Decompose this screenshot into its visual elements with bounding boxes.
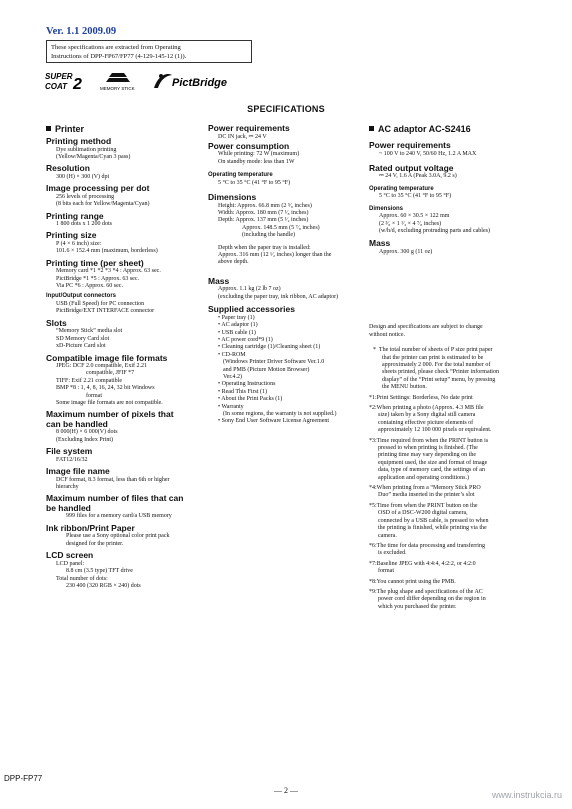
spec-heading: Printing size [46,230,97,241]
footnote: *9:The plug shape and specifications of the AC power cord differ depending on the region in which you purchased the printer. [369,588,486,610]
spec-text: 999 files for a memory card/a USB memory [66,513,172,520]
footnote: *8:You cannot print using the PMB. [369,578,456,585]
spec-heading: Printing method [46,136,112,146]
power-dimensions-column [208,124,366,426]
change-notice: Design and specifications are subject to change without notice. [369,324,483,338]
memory-stick-text: MEMORY STICK [100,86,135,91]
version-label: Ver. 1.1 2009.09 [46,26,117,37]
spec-text: Approx. 1.1 kg (2 lb 7 oz) (excluding the paper tray, ink ribbon, AC adaptor) [218,286,339,300]
spec-heading: Printing range [46,210,104,221]
footnote: *3:Time required from when the PRINT button is pressed to when printing is finished. (The printing time may vary depending on the equipment used, the size and format of image data, type of memory card, the settings of an application and operating conditions.) [369,437,489,481]
list-item: • Read This First (1) [218,388,267,395]
list-item: • Cleaning cartridge (1)/Cleaning sheet (1) [218,344,321,351]
list-item: (In some regions, the warranty is not supplied.) [223,410,337,417]
spec-heading: Slots [46,317,67,328]
footnote: *7:Baseline JPEG with 4:4:4, 4:2:2, or 4:2:0 format [369,560,476,575]
spec-text: Approx. 60 × 30.5 × 122 mm (2 ³⁄₈ × 1 ¹⁄₄ × 4 ⁷⁄₈ inches) (w/h/d, excluding protruding parts and cables) [379,213,490,235]
spec-heading: Dimensions [208,192,257,203]
printer-section-heading: Printer [46,124,202,134]
spec-heading: Resolution [46,163,90,174]
footnote: *5:Time from when the PRINT button on the OSD of a DSC-W200 digital camera, connected by a USB cable, is pressed to when the printing is finished, while printing via the camera. [369,502,489,539]
square-bullet-icon [46,126,51,131]
spec-heading: File system [46,446,93,457]
spec-text: While printing: 72 W (maximum) On standby mode: less than 1W [218,151,300,165]
source-note-box [46,40,252,63]
list-item: • About the Print Packs (1) [218,396,283,403]
spec-heading: Operating temperature [208,172,273,179]
spec-heading: Power requirements [369,140,451,150]
footnote: *4:When printing from a “Memory Stick PRO Duo” media inserted in the printer’s slot [369,485,481,499]
super-coat-text-a: SUPER [45,72,73,81]
spec-text: DCF format, 8.3 format, less than 6th or higher hierarchy [56,476,170,491]
super-coat-number: 2 [73,76,82,92]
list-item: • USB cable (1) [218,329,256,336]
spec-text: DC IN jack, ⎓ 24 V [218,133,267,140]
spec-text: Approx. 300 g (11 oz) [379,248,433,255]
spec-text: 1 800 dots x 1 200 dots [56,221,113,228]
spec-text: 8 000(H) × 6 000(V) dots (Excluding Index Print) [56,429,118,443]
footer-model: DPP-FP77 [4,774,43,783]
spec-heading: Dimensions [369,205,404,212]
spec-heading: Image processing per dot [46,183,150,194]
list-item: • AC power cord*9 (1) [218,336,273,343]
spec-text: USB (Full Speed) for PC connection PictBridge/EXT INTERFACE connector [56,300,155,315]
list-item: • CD-ROM [218,351,246,358]
spec-heading: LCD screen [46,550,94,561]
spec-heading: Mass [208,275,230,286]
accessories-list [208,315,366,426]
square-bullet-icon [369,126,374,131]
spec-text: LCD panel: 8.8 cm (3.5 type) TFT drive Total number of dots: 230 400 (320 RGB × 240) dots [56,560,141,589]
spec-heading: Ink ribbon/Print Paper [46,522,135,533]
spec-text: Dye sublimation printing (Yellow/Magenta/Cyan 3 pass) [56,146,131,160]
source-note-line: These specifications are extracted from Operating [51,44,181,51]
spec-heading: Power requirements [208,123,290,133]
spec-heading: Maximum number of pixels that [46,409,174,420]
footnote: *1:Print Settings: Borderless, No date print [369,394,473,401]
spec-heading: be handled [46,502,91,513]
list-item: • Warranty [218,403,244,410]
list-item: • Paper tray (1) [218,314,255,321]
printer-specs-column [46,124,202,590]
spec-text: FAT12/16/32 [56,456,88,463]
spec-text: “Memory Stick” media slot SD Memory Card slot xD-Picture Card slot [56,328,123,350]
spec-heading: Printing time (per sheet) [46,257,144,268]
spec-heading: Power consumption [208,140,290,151]
footnote: *6:The time for data processing and transferring is excluded. [369,542,485,557]
spec-text: ~ 100 V to 240 V, 50/60 Hz, 1.2 A MAX [379,150,477,157]
spec-heading: Mass [369,238,391,249]
spec-heading: can be handled [46,418,108,429]
list-item: • Sony End User Software License Agreement [218,418,330,425]
memory-stick-logo [98,70,138,92]
spec-text: Please use a Sony optional color print pack designed for the printer. [66,533,170,547]
source-note-line: Instructions of DPP-FP67/FP77 (4-129-145-12 (1)). [51,53,187,60]
spec-heading: Operating temperature [369,185,434,192]
spec-text: Height: Approx. 66.8 mm (2 ⁵⁄₈ inches) Width: Approx. 180 mm (7 ¹⁄₈ inches) Depth: Approx. 137 mm (5 ¹⁄₂ inches) Approx. 148.5 mm (5 ⁷⁄₈ inches) (including the handle) Depth when the paper tray is installed: Approx. 316 mm (12 ¹⁄₂ inches) longer than the above depth. [218,202,332,266]
super-coat-text-b: COAT [45,82,68,91]
spec-text: 256 levels of processing (8 bits each for Yellow/Magenta/Cyan) [56,193,150,208]
spec-heading: Input/Output connectors [46,293,116,300]
page-title: SPECIFICATIONS [247,104,325,114]
spec-text: ⎓ 24 V, 1.6 A (Peak 3.0A, 9.2 s) [379,173,457,180]
footnote: *2:When printing a photo (Approx. 4.3 MB file size) taken by a Sony digital still camera containing effective picture elements of approximately 12 100 000 pixels or equivalent. [369,405,492,434]
page-number: — 2 — [274,786,298,795]
pictbridge-logo [152,70,234,92]
spec-heading: Maximum number of files that can [46,493,184,504]
ac-adaptor-section-heading: AC adaptor AC-S2416 [369,124,537,134]
list-item: • Operating Instructions [218,381,276,388]
spec-text: P (4 × 6 inch) size: 101.6 × 152.4 mm (maximum, borderless) [56,240,158,255]
spec-heading: Supplied accessories [208,304,295,315]
spec-text: 5 °C to 35 °C (41 °F to 95 °F) [379,193,452,200]
spec-heading: Rated output voltage [369,162,454,173]
ac-adaptor-column [369,124,537,614]
spec-heading: Compatible image file formats [46,352,168,363]
super-coat-logo [44,70,90,92]
pictbridge-text: PictBridge [172,77,228,89]
list-item: (Windows Printer Driver Software Ver.1.0 [223,359,325,366]
watermark: www.instrukcia.ru [491,790,562,800]
spec-text: JPEG: DCF 2.0 compatible, Exif 2.21 compatible, JFIF *7 TIFF: Exif 2.21 compatible BMP *8 : 1, 4, 8, 16, 24, 32 bit Windows format Some image file formats are not compatible. [56,363,163,407]
spec-text: 5 °C to 35 °C (41 °F to 95 °F) [218,179,291,186]
list-item: Ver.4.2) [223,373,242,380]
list-item: • AC adaptor (1) [218,322,258,329]
spec-text: Memory card *1 *2 *3 *4 : Approx. 63 sec. PictBridge *1 *5 : Approx. 63 sec. Via PC *6 : Approx. 60 sec. [56,268,161,290]
spec-heading: Image file name [46,466,110,477]
spec-text: 300 (H) × 300 (V) dpi [56,173,110,180]
footnote: * The total number of sheets of P size print paper that the printer can print is estimated to be approximately 2 000. For the total number of sheets printed, please check “Printer information display” of the “Print setup” menu, by pressing the MENU button. [373,347,499,391]
logo-row [44,70,244,92]
list-item: and PMB (Picture Motion Browser) [223,366,310,373]
